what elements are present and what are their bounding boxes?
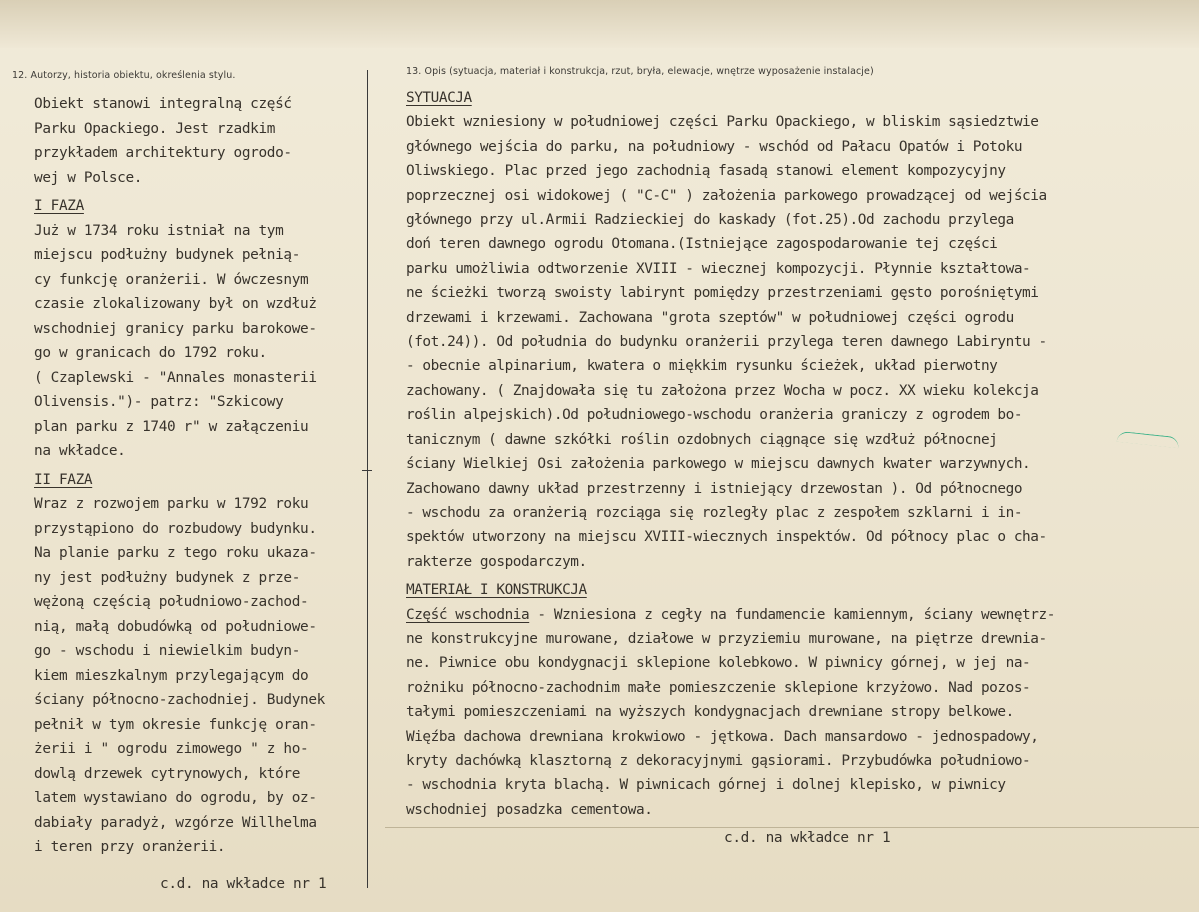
text-line: tanicznym ( dawne szkółki roślin ozdobnych ciągnące się wzdłuż północnej [406,431,998,448]
text-line: wej w Polsce. [34,169,143,186]
text-line: głównego wejścia do parku, na południowy - wschód od Pałacu Opatów i Potoku [406,138,1023,155]
text-line: zachowany. ( Znajdowała się tu założona przez Wocha w pocz. XX wieku kolekcja [406,382,1039,399]
right-section-header: 13. Opis (sytuacja, materiał i konstrukcja, rzut, bryła, elewacje, wnętrze wyposażenie instalacje) [406,66,874,77]
text-line: cy funkcję oranżerii. W ówczesnym [34,271,309,288]
material-heading: MATERIAŁ I KONSTRUKCJA [406,582,587,599]
text-line: tałymi pomieszczeniami na wyższych kondygnacjach drewniane stropy belkowe. [406,704,1014,721]
text-line: wężoną częścią południowo-zachod- [34,594,309,610]
text-line: przykładem architektury ogrodo- [34,145,292,161]
text-line: ny jest podłużny budynek z prze- [34,569,301,586]
text-line [406,603,1196,627]
column-divider [367,70,368,888]
text-line: wschodniej granicy parku barokowe- [34,320,317,337]
text-line: kiem mieszkalnym przylegającym do [34,667,309,684]
text-line: drzewami i krzewami. Zachowana "grota szeptów" w południowej części ogrodu [406,309,1014,326]
text-line: Obiekt wzniesiony w południowej części Parku Opackiego, w bliskim sąsiedztwie [406,114,1039,131]
text-line: Więźba dachowa drewniana krokwiowo - jętkowa. Dach mansardowo - jednospadowy, [406,728,1039,745]
text-line: dowlą drzewek cytrynowych, które [34,765,301,782]
text-line: ściany północno-zachodniej. Budynek [34,692,325,708]
text-line: - wschodu za oranżerią rozciąga się rozległy plac z zespołem szklarni i in- [406,504,1023,521]
text-line: rożniku północno-zachodnim małe pomieszczenie sklepione krzyżowo. Nad pozos- [406,679,1031,696]
left-column [34,92,364,860]
text-line: wschodniej posadzka cementowa. [406,801,653,818]
right-column [406,86,1196,822]
text-line: Oliwskiego. Plac przed jego zachodnią fasadą stanowi element kompozycyjny [406,163,1006,180]
text-line: ściany Wielkiej Osi założenia parkowego w miejscu dawnych kwater warzywnych. [406,456,1031,473]
text-line: Olivensis.")- patrz: "Szkicowy [34,394,284,410]
text-line: Na planie parku z tego roku ukaza- [34,545,317,561]
text-line: parku umożliwia odtworzenie XVIII - wiecznej kompozycji. Płynnie kształtowa- [406,260,1031,277]
text-line: i teren przy oranżerii. [34,839,226,855]
text-line: ( Czaplewski - "Annales monasterii [34,369,317,386]
text-line: kryty dachówką klasztorną z dekoracyjnymi gąsiorami. Przybudówka południowo- [406,752,1031,769]
text-line: spektów utworzony na miejscu XVIII-wiecznych inspektów. Od północy plac o cha- [406,529,1047,546]
text-line: Zachowano dawny układ przestrzenny i istniejący drzewostan ). Od północnego [406,480,1023,497]
text-line: latem wystawiano do ogrodu, by oz- [34,790,317,806]
fold-line [385,827,1199,828]
text-line: rakterze gospodarczym. [406,553,587,570]
material-lead: Część wschodnia [406,606,530,623]
text-line: ne. Piwnice obu kondygnacji sklepione kolebkowo. W piwnicy górnej, w jej na- [406,655,1031,672]
text-line: przystąpiono do rozbudowy budynku. [34,520,317,537]
text-line: czasie zlokalizowany był on wzdłuż [34,296,317,312]
right-continued-note: c.d. na wkładce nr 1 [724,830,891,846]
text-line: pełnił w tym okresie funkcję oran- [34,716,317,733]
faza1-heading: I FAZA [34,198,84,214]
sytuacja-heading: SYTUACJA [406,90,472,106]
text-line: - obecnie alpinarium, kwatera o miękkim rysunku ścieżek, układ pierwotny [406,358,998,375]
text-line: ne konstrukcyjne murowane, działowe w przyziemiu murowane, na piętrze drewnia- [406,630,1047,647]
text-line: Obiekt stanowi integralną część [34,96,292,112]
text-line: miejscu podłużny budynek pełnią- [34,247,301,263]
left-section-header: 12. Autorzy, historia obiektu, określenia stylu. [12,70,236,81]
text-line: Parku Opackiego. Jest rzadkim [34,120,276,137]
material-first-line: - Wzniesiona z cegły na fundamencie kamiennym, ściany wewnętrz- [529,606,1055,623]
text-line: doń teren dawnego ogrodu Otomana.(Istniejące zagospodarowanie tej części [406,236,998,253]
text-line: poprzecznej osi widokowej ( "C-C" ) założenia parkowego prowadzącej od wejścia [406,187,1047,204]
text-line: (fot.24)). Od południa do budynku oranżerii przylega teren dawnego Labiryntu - [406,334,1047,351]
text-line: ne ścieżki tworzą swoisty labirynt pomiędzy przestrzeniami gęsto porośniętymi [406,285,1039,302]
text-line: Wraz z rozwojem parku w 1792 roku [34,496,309,512]
faza2-heading: II FAZA [34,471,93,488]
left-continued-note: c.d. na wkładce nr 1 [160,876,327,892]
page-top-edge [0,0,1199,48]
text-line: - wschodnia kryta blachą. W piwnicach górnej i dolnej klepisko, w piwnicy [406,777,1006,794]
text-line: go - wschodu i niewielkim budyn- [34,643,301,659]
text-line: plan parku z 1740 r" w załączeniu [34,418,309,435]
text-line: roślin alpejskich).Od południowego-wschodu oranżeria graniczy z ogrodem bo- [406,407,1023,424]
text-line: żerii i " ogrodu zimowego " z ho- [34,741,309,757]
text-line: na wkładce. [34,443,126,459]
text-line: go w granicach do 1792 roku. [34,345,267,361]
text-line: głównego przy ul.Armii Radzieckiej do kaskady (fot.25).Od zachodu przylega [406,212,1014,229]
text-line: Już w 1734 roku istniał na tym [34,222,284,239]
text-line: dabiały paradyż, wzgórze Willhelma [34,814,317,831]
text-line: nią, małą dobudówką od południowe- [34,618,317,635]
